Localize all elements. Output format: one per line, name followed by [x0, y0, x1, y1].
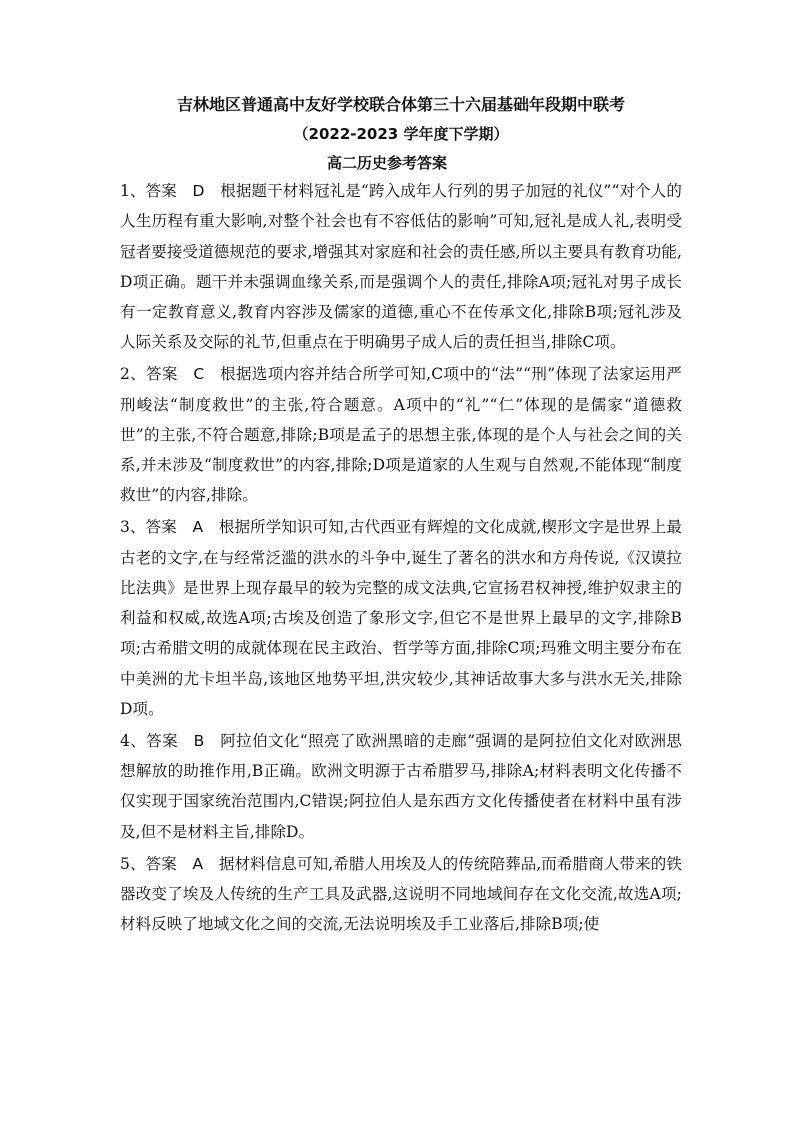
answer-option: D	[192, 182, 205, 200]
answer-tag: 答案	[146, 731, 179, 750]
answer-list	[120, 176, 682, 939]
answer-item-3	[120, 512, 682, 724]
answer-number: 5、	[120, 854, 146, 873]
answer-tag: 答案	[145, 854, 177, 873]
answer-item-2	[120, 359, 682, 510]
answer-option: B	[193, 731, 205, 750]
document-header	[120, 94, 682, 174]
answer-number: 4、	[120, 731, 147, 750]
answer-item-1	[120, 176, 682, 358]
answer-option: A	[192, 518, 204, 537]
answer-explanation: 根据所学知识可知,古代西亚有辉煌的文化成就,楔形文字是世界上最古老的文字,在与经常泛滥的洪水的斗争中,诞生了著名的洪水和方舟传说,《汉谟拉比法典》是世界上现存最早的较为完整的成文法典,它宣扬君权神授,维护奴隶主的利益和权威,故选A项;古埃及创造了象形文字,但它不是世界上最早的文字,排除B项;古希腊文明的成就体现在民主政治、哲学等方面,排除C项;玛雅文明主要分布在中美洲的尤卡坦半岛,该地区地势平坦,洪灾较少,其神话故事大多与洪水无关,排除D项。	[120, 518, 682, 719]
exam-title: 吉林地区普通高中友好学校联合体第三十六届基础年段期中联考	[176, 95, 625, 114]
exam-term: （2022-2023 学年度下学期）	[293, 125, 509, 143]
answer-explanation: 根据选项内容并结合所学可知,C项中的“法”“刑”体现了法家运用严刑峻法“制度救世”的主张,符合题意。A项中的“礼”“仁”体现的是儒家“道德救世”的主张,不符合题意,排除;B项是孟子的思想主张,体现的是个人与社会之间的关系,并未涉及“制度救世”的内容,排除;D项是道家的人生观与自然观,不能体现“制度救世”的内容,排除。	[120, 365, 683, 505]
answer-item-5	[120, 849, 682, 940]
answer-number: 3、	[120, 518, 146, 537]
answer-explanation: 据材料信息可知,希腊人用埃及人的传统陪葬品,而希腊商人带来的铁器改变了埃及人传统的生产工具及武器,这说明不同地域间存在文化交流,故选A项;材料反映了地域文化之间的交流,无法说明埃及手工业落后,排除B项;使	[120, 854, 682, 934]
answer-option: A	[192, 854, 204, 873]
answer-tag: 答案	[146, 365, 178, 384]
answer-number: 1、	[120, 182, 146, 200]
answer-key-heading: 高二历史参考答案	[326, 154, 447, 172]
answer-item-4	[120, 726, 682, 847]
answer-number: 2、	[120, 365, 147, 384]
answer-tag: 答案	[145, 182, 177, 200]
answer-option: C	[193, 365, 205, 384]
answer-explanation: 阿拉伯文化“照亮了欧洲黑暗的走廊”强调的是阿拉伯文化对欧洲思想解放的助推作用,B正确。欧洲文明源于古希腊罗马,排除A;材料表明文化传播不仅实现于国家统治范围内,C错误;阿拉伯人是东西方文化传播使者在材料中虽有涉及,但不是材料主旨,排除D。	[120, 731, 683, 841]
answer-explanation: 根据题干材料冠礼是“跨入成年人行列的男子加冠的礼仪”“对个人的人生历程有重大影响,对整个社会也有不容低估的影响”可知,冠礼是成人礼,表明受冠者要接受道德规范的要求,增强其对家庭和社会的责任感,所以主要具有教育功能,D项正确。题干并未强调血缘关系,而是强调个人的责任,排除A项;冠礼对男子成长有一定教育意义,教育内容涉及儒家的道德,重心不在传承文化,排除B项;冠礼涉及人际关系及交际的礼节,但重点在于明确男子成人后的责任担当,排除C项。	[120, 182, 683, 352]
answer-tag: 答案	[145, 518, 177, 537]
